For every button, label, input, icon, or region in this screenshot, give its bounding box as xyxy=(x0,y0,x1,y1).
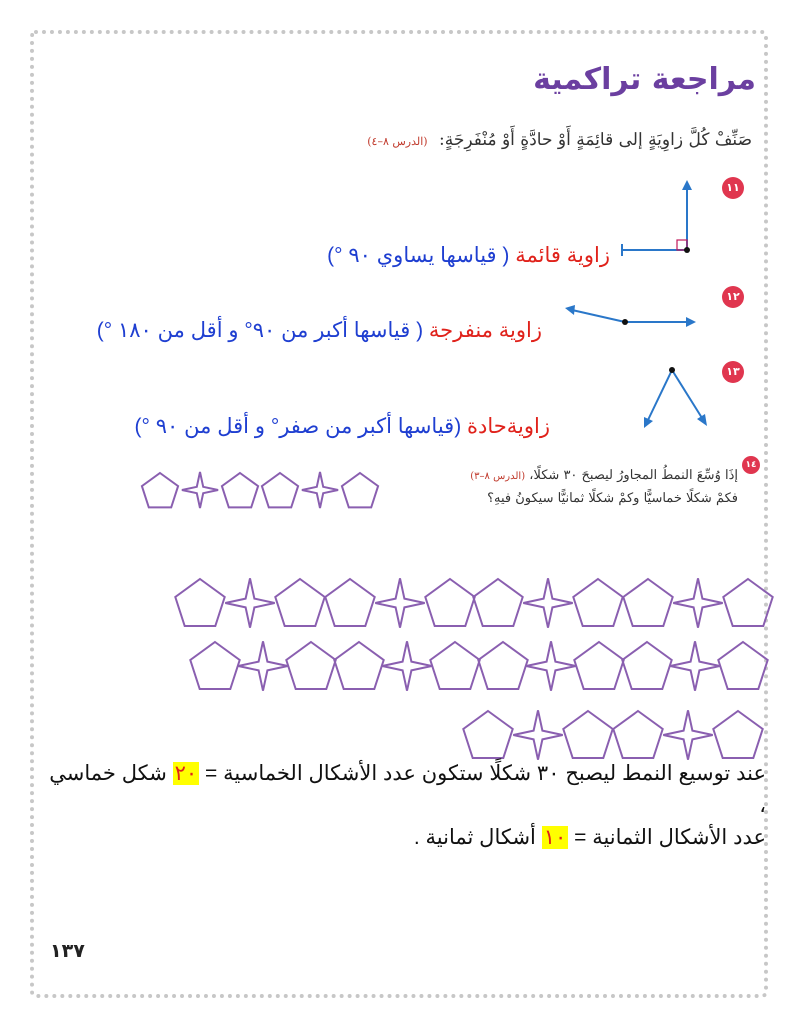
pentagon-shape xyxy=(334,642,383,689)
pentagon-count: ٢٠ xyxy=(174,762,198,785)
pentagon-shape xyxy=(622,642,671,689)
pentagon-shape xyxy=(275,579,324,626)
question-14-line2: فكمْ شكلًا خماسيًّا وكمْ شكلًا ثمانيًّا سيكونُ فيهِ؟ xyxy=(487,491,738,506)
pentagon-shape xyxy=(262,473,298,507)
question-14-line1-text: إذَا وُسِّعَ النمطُ المجاورُ ليصبحَ ٣٠ شكلًا، xyxy=(529,468,738,483)
pentagon-shape xyxy=(342,473,378,507)
pentagon-shape xyxy=(473,579,522,626)
pentagon-shape xyxy=(718,642,767,689)
summary-line1-text: عند توسيع النمط ليصبح ٣٠ شكلًا ستكون عدد الأشكال الخماسية = xyxy=(199,762,766,785)
answer-13-type: زاويةحادة xyxy=(467,415,550,438)
summary-answer xyxy=(46,758,766,854)
page-number: ١٣٧ xyxy=(50,940,85,962)
question-number-12: ١٢ xyxy=(722,286,744,308)
summary-line1-end: شكل خماسي ، xyxy=(49,762,766,817)
four-point-star-shape xyxy=(302,472,338,508)
four-point-star-shape xyxy=(182,472,218,508)
pentagon-shape xyxy=(613,711,662,758)
pentagon-shape xyxy=(222,473,258,507)
answer-13-detail: (قياسها أكبر من صفر° و أقل من ٩٠ °) xyxy=(134,415,468,438)
pentagon-shape xyxy=(142,473,178,507)
answer-12-detail: ( قياسها أكبر من ٩٠° و أقل من ١٨٠ °) xyxy=(96,319,429,342)
four-point-star-shape xyxy=(673,578,722,627)
four-point-star-shape xyxy=(238,641,287,690)
summary-line2-text: عدد الأشكال الثمانية = xyxy=(568,826,766,849)
question-number-13: ١٣ xyxy=(722,361,744,383)
pentagon-shape xyxy=(286,642,335,689)
pentagon-shape xyxy=(713,711,762,758)
question-number-14: ١٤ xyxy=(742,456,760,474)
pentagon-shape xyxy=(430,642,479,689)
four-point-star-shape xyxy=(663,710,712,759)
answer-11-type: زاوية قائمة xyxy=(515,244,610,267)
answer-12-type: زاوية منفرجة xyxy=(428,319,542,342)
four-point-star-shape xyxy=(526,641,575,690)
four-point-star-shape xyxy=(225,578,274,627)
instruction-text: صَنِّفْ كُلَّ زاوِيَةٍ إلى قائِمَةٍ أَوْ حادَّةٍ أَوْ مُنْفَرِجَةٍ: xyxy=(439,130,752,150)
pentagon-shape xyxy=(478,642,527,689)
four-point-star-shape xyxy=(523,578,572,627)
pentagon-shape xyxy=(325,579,374,626)
pentagon-shape xyxy=(723,579,772,626)
pentagon-shape xyxy=(563,711,612,758)
answer-11-detail: ( قياسها يساوي ٩٠ °) xyxy=(327,244,516,267)
pentagon-shape xyxy=(574,642,623,689)
page-title: مراجعة تراكمية xyxy=(533,62,756,97)
summary-line-2 xyxy=(46,822,766,854)
question-14-lesson-ref: (الدرس ٨–٣) xyxy=(470,471,526,482)
pentagon-shape xyxy=(425,579,474,626)
summary-line2-end: أشكال ثمانية . xyxy=(413,826,542,849)
pentagon-shape xyxy=(623,579,672,626)
four-point-star-shape xyxy=(513,710,562,759)
pentagon-shape xyxy=(175,579,224,626)
pentagon-shape xyxy=(190,642,239,689)
pentagon-shape xyxy=(463,711,512,758)
question-number-11: ١١ xyxy=(722,177,744,199)
four-point-star-shape xyxy=(670,641,719,690)
four-point-star-shape xyxy=(382,641,431,690)
instruction-lesson-ref: (الدرس ٨–٤) xyxy=(367,135,428,148)
summary-line-1 xyxy=(46,758,766,822)
octagon-count: ١٠ xyxy=(543,826,567,849)
four-point-star-shape xyxy=(375,578,424,627)
pentagon-shape xyxy=(573,579,622,626)
